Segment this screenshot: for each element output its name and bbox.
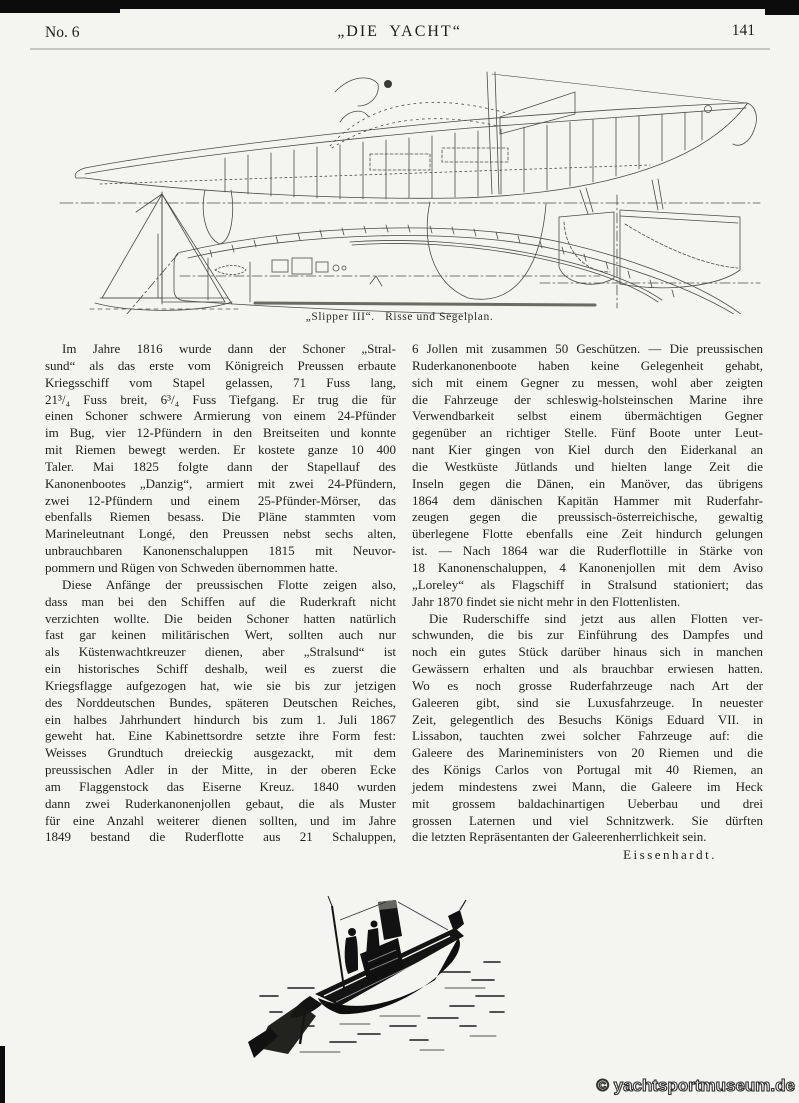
text-line: Kriegsflagge aufgezogen hat, wie sie bis zur jetzigen [45, 677, 396, 693]
scan-edge-artifact [765, 0, 799, 15]
text-line: gegenüber an richtiger Stelle. Fünf Boote unter Leut- [412, 425, 763, 441]
paragraph [412, 611, 763, 847]
text-line: die letzten Repräsentanten der Galeerenherrlichkeit sein. [412, 829, 707, 845]
figure-caption: „Slipper III“. Risse und Segelplan. [305, 311, 494, 323]
text-line: schwunden, die bis zur Einführung des Dampfes und [412, 627, 763, 643]
text-line: sund“ als das erste vom Königreich Preussen erbaute [45, 357, 396, 373]
text-line: überlegene Flotte ebenfalls eine Zeit hindurch gelungen [412, 526, 763, 542]
text-line: ein halbes Jahrhundert hindurch bis zum 1. Juli 1867 [45, 711, 396, 727]
journal-title: „DIE YACHT“ [337, 23, 462, 40]
paragraph [45, 341, 396, 577]
page-number: 141 [731, 22, 755, 39]
text-line: pommern und Rügen von Schweden übernommen hatte. [45, 559, 338, 575]
page-header [0, 20, 799, 46]
text-line: Gewässern erhalten und als brauchbar erwiesen hatten. [412, 661, 763, 677]
text-line: preussischen Adler in der Mitte, in der oberen Ecke [45, 762, 396, 778]
text-line: ebenfalls Riemen besass. Die Pläne stammten vom [45, 509, 396, 525]
profile-plan [60, 72, 760, 299]
article-column-right [412, 341, 763, 863]
text-line: am Flaggenstock das Eiserne Kreuz. 1840 wurden [45, 778, 396, 794]
text-line: Jahr 1870 findet sie nicht mehr in den Flottenlisten. [412, 593, 681, 609]
text-line: grossen Laternen und viel Schnitzwerk. Sie dürften [412, 812, 763, 828]
steamboat-illustration [240, 876, 520, 1061]
text-line: Im Jahre 1816 wurde dann der Schoner „Stral- [62, 341, 396, 356]
text-line: noch ein gutes Stück darüber hinaus sich in manchen [412, 644, 763, 660]
text-line: Zeit, gelegentlich des Besuchs Königs Eduard VII. in [412, 711, 763, 727]
text-line: ein historisches Schiff deshalb, weil es zuerst die [45, 661, 396, 677]
article-column-left [45, 341, 396, 863]
text-line: im Bug, vier 12-Pfündern in den Breitseiten und konnte [45, 425, 396, 441]
text-line: ist. — Nach 1864 war die Ruderflottille in Stärke von [412, 543, 763, 559]
text-line: zeugen gegen die preussisch-österreichische, gewaltig [412, 509, 763, 525]
text-line: verzichten wollte. Die beiden Schoner hatten natürlich [45, 610, 396, 626]
watermark: © yachtsportmuseum.de [596, 1076, 795, 1095]
text-line: Wo es noch grosse Ruderfahrzeuge nach Art der [412, 677, 763, 693]
text-line: als Küstenwachtkreuzer dienen, aber „Stralsund“ ist [45, 644, 396, 660]
text-line: mit Riemen bewegt werden. Er kostete ganze 10 400 [45, 442, 396, 458]
text-line: mit grossem baldachinartigen Ueberbau und drei [412, 795, 763, 811]
text-line: 1849 bestand die Ruderflotte aus 21 Schaluppen, [45, 829, 396, 845]
text-line: Verwendbarkeit selbst einem übermächtigen Gegner [412, 408, 763, 424]
text-line: Galeeren gibt, sind sie Luxusfahrzeuge. In neuester [412, 694, 763, 710]
text-line: fast gar keinen militärischen Wert, sollten auch nur [45, 627, 396, 643]
text-line: jedem mindestens zwei Mann, die Galeere im Heck [412, 778, 763, 794]
text-line: des Norddeutschen Bundes, späteren Deutschen Reiches, [45, 694, 396, 710]
text-line: dann zwei Ruderkanonenjollen gebaut, die als Muster [45, 795, 396, 811]
text-line: Galeere des Marineministers von 20 Riemen und die [412, 745, 763, 761]
header-rule [30, 48, 770, 50]
text-line: Lissabon, tauchten zwei solcher Fahrzeuge auf: die [412, 728, 763, 744]
text-line: Kriegsschiff vom Stapel gelassen, 71 Fuss lang, [45, 374, 396, 390]
article-body [45, 341, 763, 863]
text-line: 18 Kanonenschaluppen, 4 Kanonenjollen mit dem Aviso [412, 559, 763, 575]
scan-edge-artifact [0, 1046, 5, 1103]
text-line: Diese Anfänge der preussischen Flotte zeigen also, [62, 576, 396, 592]
text-line: Ruderkanonenboote haben keine Gelegenheit gehabt, [412, 357, 763, 373]
text-line: Marineleutnant Longé, den Preussen nebst sechs alten, [45, 526, 396, 542]
text-line: dass man bei den Schiffen auf die Ruderkraft nicht [45, 593, 396, 609]
sail-plan-sketch [90, 192, 240, 310]
text-line: nant Kier gingen von Kiel durch den Eiderkanal an [412, 442, 763, 458]
text-line: die Fahrzeuge der schleswig-holsteinschen Marine ihre [412, 391, 763, 407]
text-line: sich mit einem Gegner zu messen, wohl aber zeigten [412, 374, 763, 390]
yacht-plan-figure [40, 62, 765, 314]
text-line: Taler. Mai 1825 folgte dann der Stapellauf des [45, 458, 396, 474]
text-line: einen Schoner schwere Armierung von einem 24-Pfünder [45, 408, 396, 424]
text-line: Weisses Grundtuch dreieckig ausgezackt, mit dem [45, 745, 396, 761]
text-line: 6 Jollen mit zusammen 50 Geschützen. — Die preussischen [412, 341, 763, 356]
text-line: Kanonenbootes „Danzig“, armiert mit zwei 24-Pfündern, [45, 475, 396, 491]
text-line: 1864 dem dänischen Kapitän Hammer mit Ruderfahr- [412, 492, 763, 508]
body-plan [540, 179, 760, 308]
text-line: zwei 12-Pfündern und einem 25-Pfünder-Mörser, das [45, 492, 396, 508]
text-line: des Königs Carlos von Portugal mit 40 Riemen, an [412, 762, 763, 778]
paragraph [45, 577, 396, 847]
text-line: Inseln gegen die Dänen, ein Manöver, das übrigens [412, 475, 763, 491]
issue-number: No. 6 [45, 24, 80, 41]
steam-tug [290, 896, 466, 1044]
text-line: für eine Anzahl weiterer dienen sollten, und im Jahre [45, 812, 396, 828]
text-line: Die Ruderschiffe sind jetzt aus allen Flotten ver- [429, 610, 763, 626]
text-line: geweht hat. Eine Kabinettsordre setzte ihre Form fest: [45, 728, 396, 744]
text-line: die Westküste Jütlands und hielten lange Zeit die [412, 458, 763, 474]
text-line: „Loreley“ als Flagschiff in Stralsund stationiert; das [412, 576, 763, 592]
deck-plan [98, 225, 746, 314]
paragraph [412, 341, 763, 611]
scan-edge-artifact [0, 0, 120, 13]
author-signature: Eissenhardt. [623, 847, 717, 863]
text-line: 21³/₄ Fuss breit, 6³/₄ Fuss Tiefgang. Er trug die für [45, 391, 396, 407]
text-line: unbrauchbaren Kanonenschaluppen 1815 mit Neuvor- [45, 543, 396, 559]
